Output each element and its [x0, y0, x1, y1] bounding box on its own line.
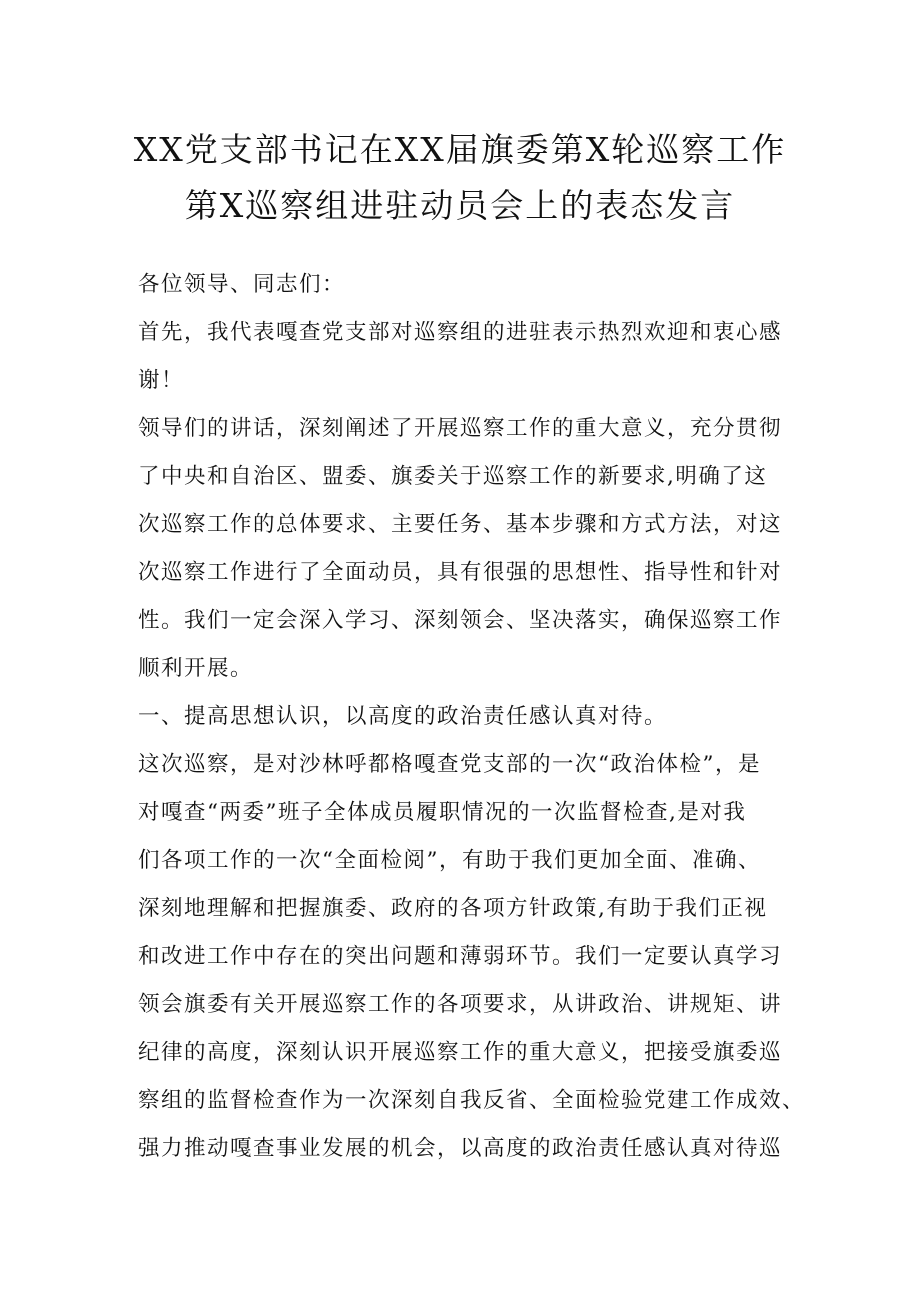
body-line: 领会旗委有关开展巡察工作的各项要求，从讲政治、讲规矩、讲: [138, 992, 783, 1017]
body-line: 深刻地理解和把握旗委、政府的各项方针政策,有助于我们正视: [138, 896, 768, 921]
body-line: 性。我们一定会深入学习、深刻领会、坚决落实，确保巡察工作: [138, 608, 783, 633]
body-line: 和改进工作中存在的突出问题和薄弱环节。我们一定要认真学习: [138, 944, 783, 969]
body-line: 纪律的高度，深刻认识开展巡察工作的重大意义，把接受旗委巡: [138, 1040, 783, 1065]
body-line: 次巡察工作的总体要求、主要任务、基本步骤和方式方法，对这: [138, 512, 783, 537]
salutation: 各位领导、同志们：: [138, 272, 346, 297]
section-heading: 一、提高思想认识，以高度的政治责任感认真对待。: [138, 704, 668, 729]
body-line: 次巡察工作进行了全面动员，具有很强的思想性、指导性和针对: [138, 560, 783, 585]
body-line: 们各项工作的一次“全面检阅”，有助于我们更加全面、准确、: [138, 848, 761, 873]
body-line: 谢！: [138, 368, 185, 393]
body-line: 领导们的讲话，深刻阐述了开展巡察工作的重大意义，充分贯彻: [138, 416, 783, 441]
document-title-line-1: XX党支部书记在XX届旗委第X轮巡察工作: [133, 130, 787, 169]
document-title-line-2: 第X巡察组进驻动员会上的表态发言: [184, 186, 736, 225]
body-line: 首先，我代表嘎查党支部对巡察组的进驻表示热烈欢迎和衷心感: [138, 320, 783, 345]
body-line: 对嘎查“两委”班子全体成员履职情况的一次监督检查,是对我: [138, 800, 747, 825]
body-line: 了中央和自治区、盟委、旗委关于巡察工作的新要求,明确了这: [138, 464, 768, 489]
body-line: 这次巡察，是对沙林呼都格嘎查党支部的一次“政治体检”，是: [138, 752, 761, 777]
body-line: 察组的监督检查作为一次深刻自我反省、全面检验党建工作成效、: [138, 1088, 806, 1113]
body-line: 强力推动嘎查事业发展的机会，以高度的政治责任感认真对待巡: [138, 1136, 783, 1161]
body-line: 顺利开展。: [138, 656, 254, 681]
